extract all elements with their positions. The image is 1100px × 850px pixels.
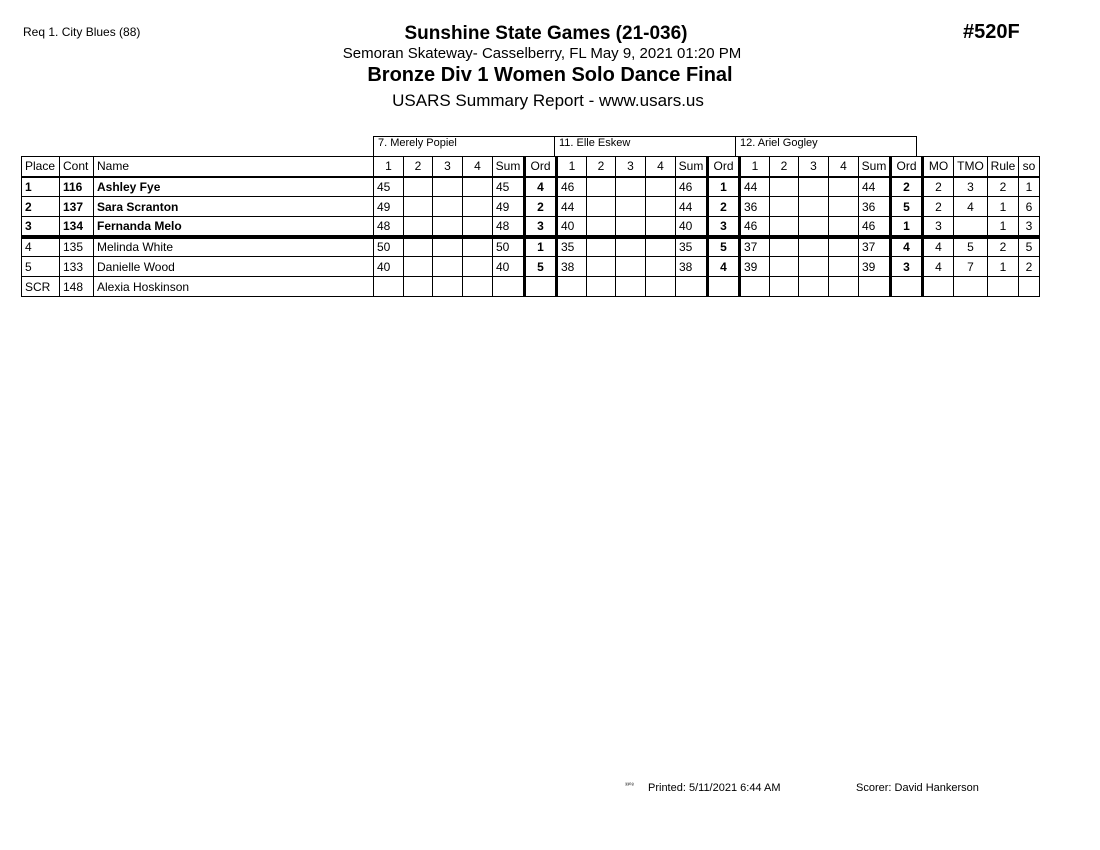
ord-cell: 2 [708,197,740,217]
sum-cell: 49 [493,197,525,217]
score-cell [646,277,676,297]
tmo-cell [954,217,988,237]
score-cell [463,217,493,237]
so-cell: 1 [1019,177,1040,197]
table-row [22,217,1040,237]
score-cell: 46 [740,217,770,237]
header-score: 4 [829,157,859,177]
cont-cell: 133 [60,257,94,277]
sum-cell [676,277,708,297]
header-name: Name [94,157,374,177]
score-cell [829,277,859,297]
header-sum: Sum [859,157,891,177]
report-title: USARS Summary Report - www.usars.us [392,91,704,110]
score-cell [404,177,433,197]
score-cell: 37 [740,237,770,257]
score-cell [646,177,676,197]
table-row [22,197,1040,217]
table-row [22,177,1040,197]
so-cell [1019,277,1040,297]
score-cell [799,177,829,197]
judge-name: 11. Elle Eskew [555,137,736,156]
score-cell: 50 [374,237,404,257]
ord-cell: 2 [525,197,557,217]
ord-cell: 3 [891,257,923,277]
ord-cell [891,277,923,297]
score-cell [616,257,646,277]
header-sum: Sum [493,157,525,177]
tmo-cell: 7 [954,257,988,277]
score-cell [463,177,493,197]
score-cell [646,257,676,277]
event-name: Bronze Div 1 Women Solo Dance Final [367,64,733,86]
score-cell: 38 [557,257,587,277]
header-sum: Sum [676,157,708,177]
so-cell: 2 [1019,257,1040,277]
rule-cell: 1 [988,217,1019,237]
header-place: Place [22,157,60,177]
competition-title: Sunshine State Games (21-036) [404,23,688,44]
mo-cell: 2 [923,197,954,217]
mo-cell [923,277,954,297]
score-cell [463,237,493,257]
header-score: 2 [587,157,616,177]
venue-date: Semoran Skateway- Casselberry, FL May 9, 2021 01:20 PM [342,45,742,62]
table-row [22,277,1040,297]
score-cell [829,237,859,257]
sum-cell: 48 [493,217,525,237]
score-cell [587,217,616,237]
scorer-name: Scorer: David Hankerson [856,782,979,794]
rule-cell: 2 [988,237,1019,257]
ord-cell [525,277,557,297]
ord-cell: 3 [525,217,557,237]
tmo-cell: 5 [954,237,988,257]
table-row [22,257,1040,277]
rule-cell: 1 [988,257,1019,277]
score-cell [463,197,493,217]
sum-cell: 40 [493,257,525,277]
rule-cell [988,277,1019,297]
sum-cell: 44 [676,197,708,217]
ord-cell: 1 [708,177,740,197]
ord-cell: 2 [891,177,923,197]
sum-cell: 37 [859,237,891,257]
header-score: 3 [616,157,646,177]
score-cell: 40 [374,257,404,277]
judge-name: 12. Ariel Gogley [736,137,917,156]
ord-cell: 1 [525,237,557,257]
score-cell [829,177,859,197]
ord-cell: 5 [525,257,557,277]
printed-timestamp: Printed: 5/11/2021 6:44 AM [648,782,781,794]
judge-name: 7. Merely Popiel [374,137,555,156]
sum-cell: 38 [676,257,708,277]
results-table [21,156,1040,297]
so-cell: 6 [1019,197,1040,217]
score-cell [433,277,463,297]
cont-cell: 148 [60,277,94,297]
cont-cell: 137 [60,197,94,217]
score-cell [404,237,433,257]
score-cell: 40 [557,217,587,237]
ord-cell: 4 [891,237,923,257]
score-cell [404,277,433,297]
so-cell: 3 [1019,217,1040,237]
score-cell: 46 [557,177,587,197]
score-cell [799,237,829,257]
score-cell: 36 [740,197,770,217]
header-score: 1 [740,157,770,177]
place-cell: 2 [22,197,60,217]
header-rule: Rule [988,157,1019,177]
header-mo: MO [923,157,954,177]
cont-cell: 116 [60,177,94,197]
place-cell: 1 [22,177,60,197]
score-cell [799,217,829,237]
ord-cell [708,277,740,297]
score-cell: 48 [374,217,404,237]
event-number: #520F [963,21,1020,43]
place-cell: 5 [22,257,60,277]
score-cell [770,177,799,197]
sum-cell: 39 [859,257,891,277]
sum-cell: 35 [676,237,708,257]
mo-cell: 3 [923,217,954,237]
score-cell [616,177,646,197]
header-score: 1 [374,157,404,177]
score-cell [770,197,799,217]
score-cell [799,197,829,217]
name-cell: Sara Scranton [94,197,374,217]
mo-cell: 2 [923,177,954,197]
score-cell: 44 [740,177,770,197]
request-label: Req 1. City Blues (88) [23,25,141,39]
score-cell [433,257,463,277]
score-cell [557,277,587,297]
mo-cell: 4 [923,237,954,257]
score-cell [463,277,493,297]
ord-cell: 3 [708,217,740,237]
score-cell [616,237,646,257]
score-cell [404,197,433,217]
judge-header-table [373,136,917,156]
name-cell: Fernanda Melo [94,217,374,237]
header-score: 4 [646,157,676,177]
sum-cell: 45 [493,177,525,197]
score-cell [374,277,404,297]
tmo-cell: 3 [954,177,988,197]
sum-cell: 36 [859,197,891,217]
mo-cell: 4 [923,257,954,277]
header-tmo: TMO [954,157,988,177]
score-cell [616,277,646,297]
header-score: 3 [433,157,463,177]
rule-cell: 1 [988,197,1019,217]
table-row [22,237,1040,257]
score-cell: 44 [557,197,587,217]
sum-cell [859,277,891,297]
score-cell [740,277,770,297]
sum-cell: 50 [493,237,525,257]
cont-cell: 135 [60,237,94,257]
score-cell [587,257,616,277]
score-cell [829,197,859,217]
table-header-row [22,157,1040,177]
score-cell [463,257,493,277]
name-cell: Alexia Hoskinson [94,277,374,297]
sum-cell: 46 [859,217,891,237]
header-score: 2 [404,157,433,177]
score-cell [404,257,433,277]
ord-cell: 5 [708,237,740,257]
sum-cell: 40 [676,217,708,237]
score-cell [646,217,676,237]
place-cell: 4 [22,237,60,257]
score-cell [799,257,829,277]
header-ord: Ord [891,157,923,177]
rule-cell: 2 [988,177,1019,197]
score-cell [616,217,646,237]
header-so: so [1019,157,1040,177]
score-cell: 39 [740,257,770,277]
score-cell [433,237,463,257]
score-cell: 49 [374,197,404,217]
name-cell: Danielle Wood [94,257,374,277]
score-cell [587,277,616,297]
tmo-cell [954,277,988,297]
score-cell [646,237,676,257]
header-ord: Ord [708,157,740,177]
so-cell: 5 [1019,237,1040,257]
ord-cell: 4 [708,257,740,277]
score-cell [799,277,829,297]
score-cell [433,177,463,197]
score-cell [829,217,859,237]
score-cell [587,197,616,217]
score-cell [616,197,646,217]
header-score: 1 [557,157,587,177]
print-mark: ³³⁰⁸ [625,783,634,789]
ord-cell: 1 [891,217,923,237]
header-score: 3 [799,157,829,177]
header-score: 4 [463,157,493,177]
place-cell: 3 [22,217,60,237]
sum-cell [493,277,525,297]
score-cell [770,257,799,277]
place-cell: SCR [22,277,60,297]
tmo-cell: 4 [954,197,988,217]
ord-cell: 4 [525,177,557,197]
score-cell: 45 [374,177,404,197]
score-cell [770,277,799,297]
score-cell [646,197,676,217]
ord-cell: 5 [891,197,923,217]
header-score: 2 [770,157,799,177]
sum-cell: 44 [859,177,891,197]
sum-cell: 46 [676,177,708,197]
score-cell [587,237,616,257]
score-cell [433,217,463,237]
score-cell [404,217,433,237]
cont-cell: 134 [60,217,94,237]
score-cell [770,217,799,237]
header-ord: Ord [525,157,557,177]
score-cell [433,197,463,217]
score-cell [829,257,859,277]
header-cont: Cont [60,157,94,177]
name-cell: Ashley Fye [94,177,374,197]
score-cell: 35 [557,237,587,257]
score-cell [770,237,799,257]
score-cell [587,177,616,197]
name-cell: Melinda White [94,237,374,257]
